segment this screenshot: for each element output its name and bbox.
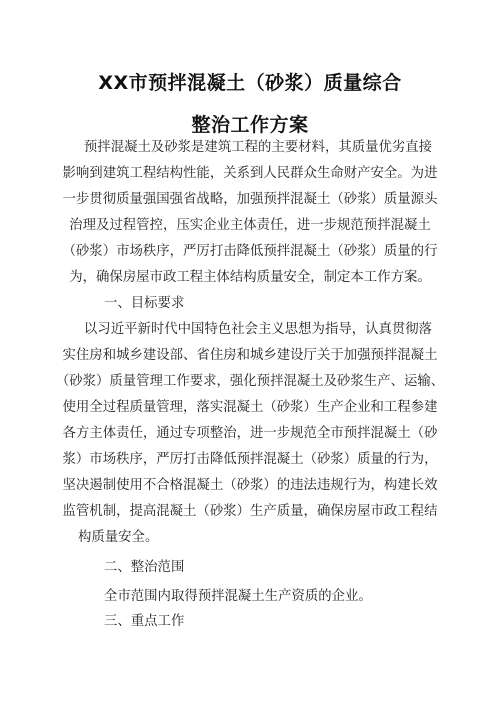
intro-line-1: 预拌混凝土及砂浆是建筑工程的主要材料，其质量优劣直接 — [83, 140, 433, 155]
section-2-line-1: 全市范围内取得预拌混凝土生产资质的企业。 — [104, 589, 372, 604]
section-1-line-5: 各方主体责任，通过专项整治，进一步规范全市预拌混凝土（砂 — [62, 426, 438, 441]
document-title-line-2: 整治工作方案 — [191, 114, 309, 136]
intro-line-4: 治理及过程管控，压实企业主体责任，进一步规范预拌混凝土 — [69, 218, 431, 233]
intro-line-6: 为，确保房屋市政工程主体结构质量安全，制定本工作方案。 — [69, 270, 431, 285]
section-1-line-8: 监管机制，提高混凝土（砂浆）生产质量，确保房屋市政工程结 — [62, 504, 438, 519]
intro-line-2: 影响到建筑工程结构性能，关系到人民群众生命财产安全。为进 — [62, 166, 438, 181]
section-1-line-1: 以习近平新时代中国特色社会主义思想为指导，认真贯彻落 — [83, 322, 433, 337]
section-1-heading: 一、目标要求 — [104, 296, 185, 311]
intro-line-3: 一步贯彻质量强国强省战略，加强预拌混凝土（砂浆）质量源头 — [62, 192, 438, 207]
section-1-line-9: 构质量安全。 — [78, 530, 159, 545]
section-1-line-3: （砂浆）质量管理工作要求，强化预拌混凝土及砂浆生产、运输、 — [55, 374, 445, 389]
section-1-line-2: 实住房和城乡建设部、省住房和城乡建设厅关于加强预拌混凝土 — [62, 348, 438, 363]
intro-line-5: （砂浆）市场秩序，严厉打击降低预拌混凝土（砂浆）质量的行 — [62, 244, 438, 259]
section-3-heading: 三、重点工作 — [104, 614, 185, 629]
section-1-line-4: 使用全过程质量管理，落实混凝土（砂浆）生产企业和工程参建 — [62, 400, 438, 415]
document-title-line-1: XX市预拌混凝土（砂浆）质量综合 — [98, 72, 402, 94]
section-2-heading: 二、整治范围 — [104, 560, 185, 575]
section-1-line-6: 浆）市场秩序，严厉打击降低预拌混凝土（砂浆）质量的行为， — [62, 452, 438, 467]
section-1-line-7: 坚决遏制使用不合格混凝土（砂浆）的违法违规行为，构建长效 — [62, 478, 438, 493]
